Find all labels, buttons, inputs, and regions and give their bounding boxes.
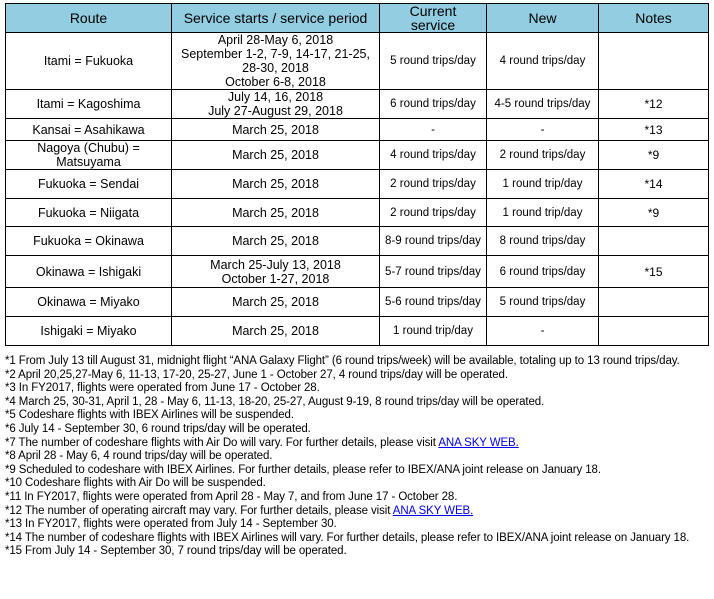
service-period-cell [172,288,380,317]
current-service-cell: - [380,119,487,141]
header-new: New [487,4,599,33]
table-row [6,90,709,119]
period-line: March 25, 2018 [232,122,319,137]
period-line: March 25, 2018 [232,295,319,309]
new-service-cell: 8 round trips/day [487,227,599,256]
current-service-cell: 5 round trips/day [380,33,487,90]
notes-cell [599,317,709,346]
new-service-cell: 6 round trips/day [487,256,599,288]
period-line: March 25, 2018 [232,148,319,162]
period-line: March 25, 2018 [232,177,319,191]
notes-cell [599,33,709,90]
table-row [6,119,709,141]
header-route: Route [6,4,172,33]
current-service-cell: 4 round trips/day [380,141,487,170]
new-service-cell: 1 round trip/day [487,170,599,199]
notes-cell: *12 [599,90,709,119]
new-service-cell: 5 round trips/day [487,288,599,317]
period-line: October 1-27, 2018 [221,271,330,286]
service-period-cell [172,119,380,141]
period-line: September 1-2, 7-9, 14-17, 21-25, [180,47,370,61]
new-service-cell: - [487,119,599,141]
route-cell: Fukuoka = Niigata [6,199,172,227]
current-service-cell: 2 round trips/day [380,170,487,199]
current-service-cell: 2 round trips/day [380,199,487,227]
table-row [6,199,709,227]
notes-cell: *15 [599,256,709,288]
period-line: March 25-July 13, 2018 [210,257,341,272]
footnote-4: *4 March 25, 30-31, April 1, 28 - May 6, 11-13, 18-20, 25-27, August 9-19, 8 round trips/day will be operated. [5,395,545,408]
route-cell: Fukuoka = Sendai [6,170,172,199]
route-cell: Okinawa = Miyako [6,288,172,317]
footnote-8: *8 April 28 - May 6, 4 round trips/day will be operated. [5,450,273,463]
route-cell: Kansai = Asahikawa [6,119,172,141]
footnote-10: *10 Codeshare flights with Air Do will be suspended. [5,477,266,490]
service-period-cell [172,141,380,170]
period-line: March 25, 2018 [232,324,319,338]
footnote-3: *3 In FY2017, flights were operated from June 17 - October 28. [5,382,320,395]
footnotes [5,355,710,559]
footnote-12 [5,505,710,519]
new-service-cell: 4-5 round trips/day [487,90,599,119]
notes-cell [599,227,709,256]
notes-cell: *9 [599,199,709,227]
new-service-cell: 4 round trips/day [487,33,599,90]
service-period-cell [172,256,380,288]
route-cell: Okinawa = Ishigaki [6,256,172,288]
header-current-service: Current service [380,4,487,33]
period-line: March 25, 2018 [232,234,319,248]
notes-cell: *9 [599,141,709,170]
table-row [6,288,709,317]
service-period-cell [172,199,380,227]
service-period-cell [172,317,380,346]
period-line: July 27-August 29, 2018 [208,104,343,118]
footnote-7 [5,437,710,451]
footnote-9: *9 Scheduled to codeshare with IBEX Airlines. For further details, please refer to IBEX/ANA joint release on January 18. [5,463,601,476]
route-cell: Itami = Fukuoka [6,33,172,90]
footnote-15: *15 From July 14 - September 30, 7 round trips/day will be operated. [5,545,347,558]
footnote-11: *11 In FY2017, flights were operated from April 28 - May 7, and from June 17 - October 28. [5,490,458,503]
ana-sky-web-link[interactable]: ANA SKY WEB. [438,436,519,449]
notes-cell [599,288,709,317]
current-service-cell: 5-7 round trips/day [380,256,487,288]
current-service-cell: 5-6 round trips/day [380,288,487,317]
route-cell: Ishigaki = Miyako [6,317,172,346]
table-header-row [6,4,709,33]
footnote-14: *14 The number of codeshare flights with IBEX Airlines will vary. For further details, please refer to IBEX/ANA joint release on January 18. [5,531,690,544]
ana-sky-web-link[interactable]: ANA SKY WEB. [392,504,474,517]
table-row [6,256,709,288]
footnote-13: *13 In FY2017, flights were operated from July 14 - September 30. [5,518,337,531]
current-service-cell: 1 round trip/day [380,317,487,346]
period-line: April 28-May 6, 2018 [217,33,334,47]
new-service-cell: 2 round trips/day [487,141,599,170]
footnote-12-text: *12 The number of operating aircraft may vary. For further details, please visit [5,504,393,517]
table-row [6,227,709,256]
footnote-1: *1 From July 13 till August 31, midnight flight “ANA Galaxy Flight” (6 round trips/week) will be available, totaling up to 13 round trips/day. [5,355,680,367]
service-period-cell [172,170,380,199]
footnote-2: *2 April 20,25,27-May 6, 11-13, 17-20, 25-27, June 1 - October 27, 4 round trips/day will be operated. [5,368,508,381]
table-row [6,317,709,346]
current-service-cell: 8-9 round trips/day [380,227,487,256]
header-service-period: Service starts / service period [172,4,380,33]
route-schedule-table [5,3,709,346]
new-service-cell: - [487,317,599,346]
new-service-cell: 1 round trip/day [487,199,599,227]
period-line: 28-30, 2018 [242,61,309,75]
service-period-cell [172,90,380,119]
notes-cell: *13 [599,119,709,141]
footnote-7-text: *7 The number of codeshare flights with Air Do will vary. For further details, please visit [5,436,439,449]
service-period-cell [172,33,380,90]
period-line: July 14, 16, 2018 [227,90,324,104]
header-notes: Notes [599,4,709,33]
notes-cell: *14 [599,170,709,199]
period-line: October 6-8, 2018 [225,75,326,89]
service-period-cell [172,227,380,256]
current-service-cell: 6 round trips/day [380,90,487,119]
route-cell: Fukuoka = Okinawa [6,227,172,256]
table-row [6,170,709,199]
footnote-6: *6 July 14 - September 30, 6 round trips/day will be operated. [5,422,311,435]
route-cell: Nagoya (Chubu) = Matsuyama [6,141,172,170]
route-cell: Itami = Kagoshima [6,90,172,119]
table-row [6,33,709,90]
table-row [6,141,709,170]
period-line: March 25, 2018 [232,205,319,220]
footnote-5: *5 Codeshare flights with IBEX Airlines will be suspended. [5,409,294,422]
